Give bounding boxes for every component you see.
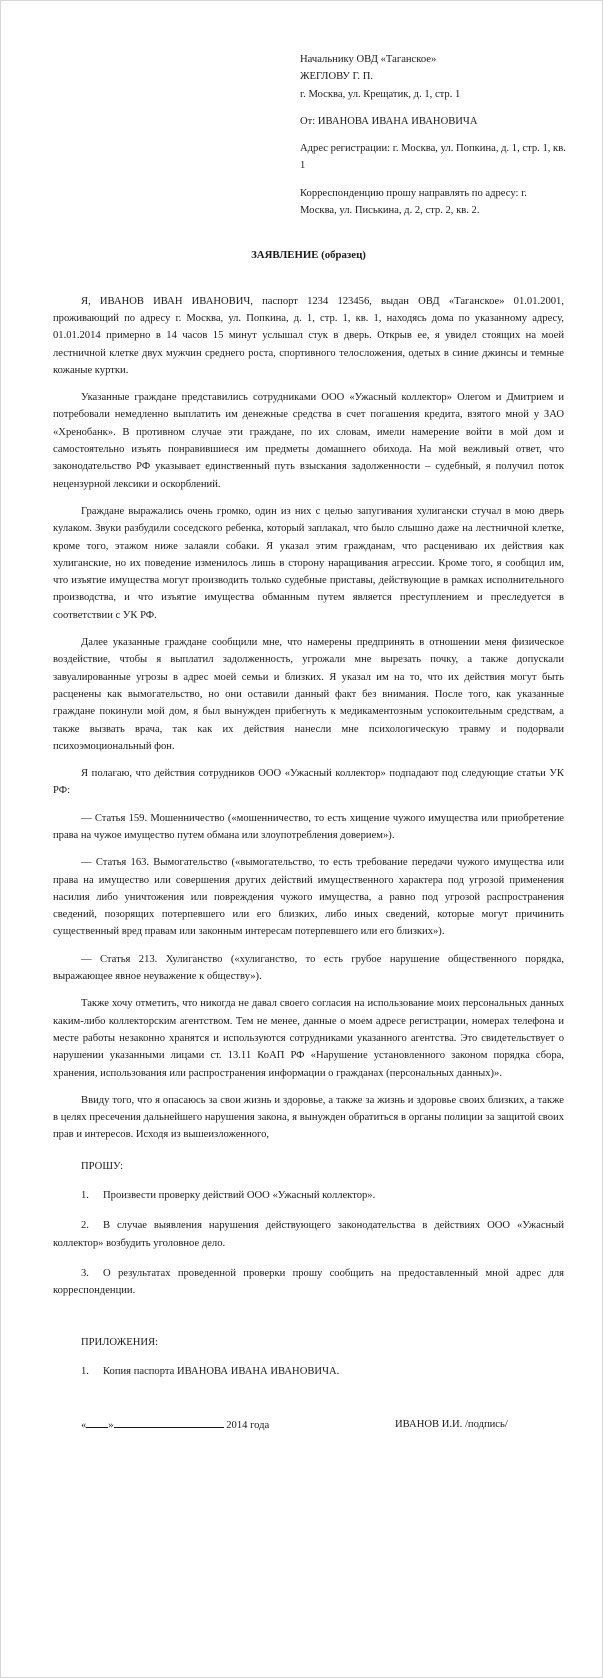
request-item-3 <box>53 1265 564 1300</box>
addressee-line-2: ЖЕГЛОВУ Г. П. <box>300 71 374 83</box>
attachments-section <box>53 1334 564 1381</box>
date-quote-close: » <box>108 1420 114 1432</box>
request-label: ПРОШУ: <box>81 1160 124 1172</box>
day-blank <box>86 1416 108 1428</box>
request-item-text: В случае выявления нарушения действующего законодательства в действиях ООО «Ужасный коллектор» возбудить уголовное дело. <box>53 1220 564 1249</box>
request-item-number: 2. <box>81 1220 89 1232</box>
sender-line: От: ИВАНОВА ИВАНА ИВАНОВИЧА <box>300 115 478 127</box>
correspondence-address: Корреспонденцию прошу направлять по адресу: г. Москва, ул. Писькина, д. 2, стр. 2, кв. 2. <box>300 187 527 217</box>
attachment-item-text: Копия паспорта ИВАНОВА ИВАНА ИВАНОВИЧА. <box>103 1365 340 1377</box>
document-body <box>53 293 564 1436</box>
signature-row <box>53 1416 564 1436</box>
request-item-text: Произвести проверку действий ООО «Ужасный коллектор». <box>103 1190 376 1202</box>
article-159: — Статья 159. Мошенничество («мошенничество, то есть хищение чужого имущества или приобретение права на чужое имущество путем обмана или злоупотребления доверием»). <box>53 812 564 841</box>
addressee-line-1: Начальнику ОВД «Таганское» <box>300 54 437 65</box>
request-item-number: 3. <box>81 1267 89 1279</box>
attachment-item-number: 1. <box>81 1365 89 1377</box>
paragraph-4: Далее указанные граждане сообщили мне, что намерены предпринять в отношении меня физическое воздействие, чтобы я выплатил задолженность, угрожали мне вырезать почку, а также допускали завуалированные угрозы в адрес моей семьи и близких. Я указал им на то, что их действия могут быть расценены как вымогательство, но они оставили данный факт без внимания. После того, как указанные граждане покинули мой дом, я был вынужден прибегнуть к медикаментозным успокоительным средствам, а также вызвать врача, так как их действия нанесли мне психологическую травму и подорвали психоэмоциональный фон. <box>53 637 564 752</box>
date-year: 2014 года <box>226 1420 270 1432</box>
article-163: — Статья 163. Вымогательство («вымогательство, то есть требование передачи чужого имущества или права на имущество или совершения других действий имущественного характера под угрозой применения насилия либо уничтожения или повреждения чужого имущества, а равно под угрозой распространения сведений, позорящих потерпевшего или его близких, либо иных сведений, которые могут причинить существенный вред правам или законным интересам потерпевшего или его близких»). <box>53 857 564 938</box>
document-title: ЗАЯВЛЕНИЕ (образец) <box>251 249 366 262</box>
paragraph-3: Граждане выражались очень громко, один из них с целью запугивания хулигански стучал в мою дверь кулаком. Звуки разбудили соседского ребенка, который заплакал, что было слышно даже на лестничной клетке, кроме того, этажом ниже залаяли собаки. Я указал этим гражданам, что расцениваю их действия как хулиганские, но их поведение изменилось лишь в сторону наращивания агрессии. Кроме того, я сообщил им, что изъятие имущества могут производить только судебные приставы, действующие в рамках исполнительного производства, и что изъятие имущества обманным путем является преступлением и преследуется в соответствии с УК РФ. <box>53 505 564 621</box>
attachment-item-1 <box>53 1363 564 1380</box>
registration-address: Адрес регистрации: г. Москва, ул. Попкина, д. 1, стр. 1, кв. 1 <box>300 143 566 172</box>
addressee-block <box>300 51 566 219</box>
signature: ИВАНОВ И.И. /подпись/ <box>395 1419 508 1431</box>
date-quote-open: « <box>81 1420 87 1432</box>
paragraph-1: Я, ИВАНОВ ИВАН ИВАНОВИЧ, паспорт 1234 123456, выдан ОВД «Таганское» 01.01.2001, проживающий по адресу г. Москва, ул. Попкина, д. 1, стр. 1, кв. 1, находясь дома по указанному адресу, 01.01.2014 примерно в 14 часов 15 минут услышал стук в дверь. Открыв ее, я увидел стоящих на моей лестничной клетке двух мужчин среднего роста, спортивного телосложения, одетых в синие джинсы и темные кожаные куртки. <box>53 295 564 376</box>
date-field <box>81 1416 269 1434</box>
month-blank <box>114 1416 224 1428</box>
request-item-text: О результатах проведенной проверки прошу сообщить на предоставленный мной адрес для корреспонденции. <box>53 1267 564 1297</box>
article-213: — Статья 213. Хулиганство («хулиганство, то есть грубое нарушение общественного порядка, выражающее явное неуважение к обществу»). <box>53 953 564 983</box>
request-item-1 <box>53 1187 564 1204</box>
request-item-number: 1. <box>81 1190 89 1202</box>
paragraph-6: Также хочу отметить, что никогда не давал своего согласия на использование моих персональных данных каким-либо коллекторским агентством. Тем не менее, данные о моем адресе регистрации, номерах телефона и месте работы незаконно хранятся и используются сотрудниками указанного агентства. Это свидетельствует о нарушении указанными лицами ст. 13.11 КоАП РФ «Нарушение установленного законом порядка сбора, хранения, использования или распространения информации о гражданах (персональных данных)». <box>53 998 564 1079</box>
attachments-label: ПРИЛОЖЕНИЯ: <box>81 1336 159 1348</box>
paragraph-7: Ввиду того, что я опасаюсь за свои жизнь и здоровье, а также за жизнь и здоровье своих близких, а также в целях пресечения дальнейшего нарушения закона, я вынужден обратиться в органы полиции за защитой своих прав и интересов. Исходя из вышеизложенного, <box>53 1094 564 1141</box>
paragraph-2: Указанные граждане представились сотрудниками ООО «Ужасный коллектор» Олегом и Дмитрием и потребовали немедленно выплатить им денежные средства в счет погашения кредита, взятого мной у ЗАО «Хренобанк». В противном случае эти граждане, по их словам, имели намерение войти в мой дом и самостоятельно изъять понравившиеся им предметы домашнего обихода. На мой вежливый ответ, что законодательство РФ указывает единственный путь взыскания задолженности – судебный, я получил поток нецензурной лексики и оскорблений. <box>53 392 564 490</box>
addressee-line-3: г. Москва, ул. Крещатик, д. 1, стр. 1 <box>300 88 461 100</box>
paragraph-5: Я полагаю, что действия сотрудников ООО «Ужасный коллектор» подпадают под следующие статьи УК РФ: <box>53 768 564 797</box>
request-item-2 <box>53 1217 564 1252</box>
